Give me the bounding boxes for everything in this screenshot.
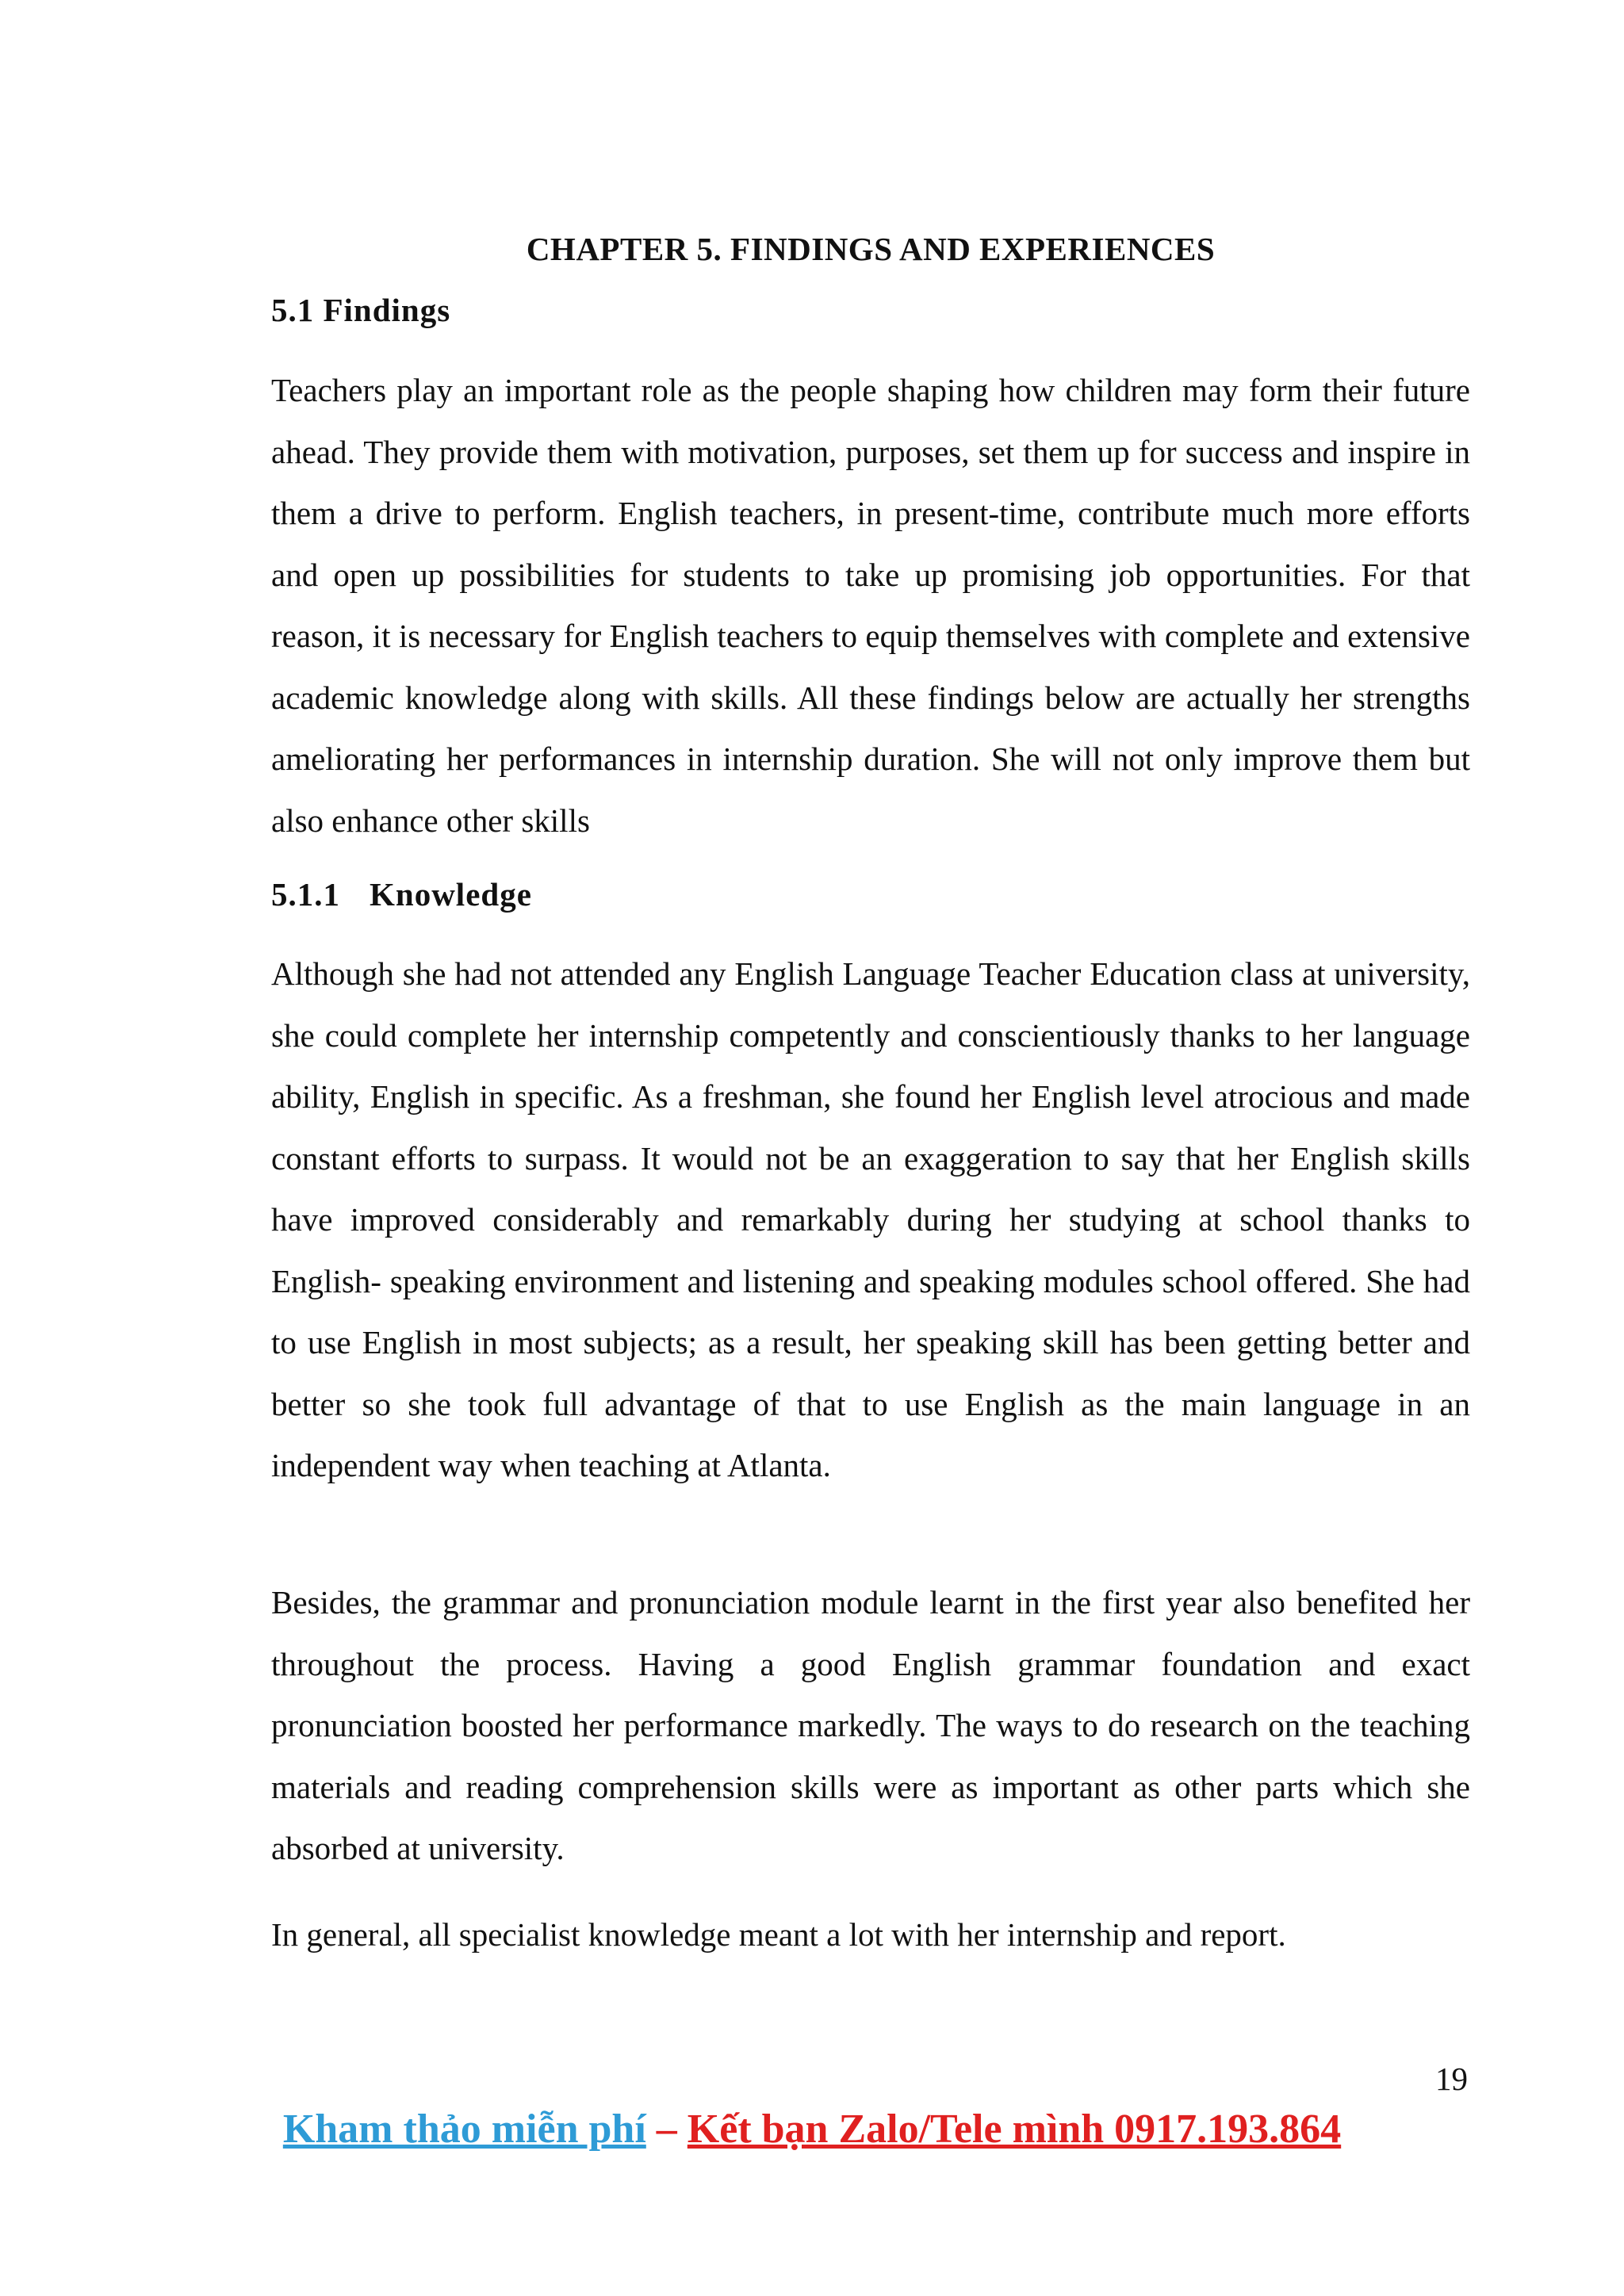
paragraph-findings-intro: Teachers play an important role as the people shaping how children may form their future ahead. They provide them with motivation, purposes, set them up for success and inspire in them a drive to perform. English teachers, in present-time, contribute much more efforts and open up possibilities for students to take up promising job opportunities. For that reason, it is necessary for English teachers to equip themselves with complete and extensive academic knowledge along with skills. All these findings below are actually her strengths ameliorating her performances in internship duration. She will not only improve them but also enhance other skills [271, 372, 1470, 839]
paragraph-knowledge-1: Although she had not attended any English Language Teacher Education class at university, she could complete her internship competently and conscientiously thanks to her language ability, English in specific. As a freshman, she found her English level atrocious and made constant efforts to surpass. It would not be an exaggeration to say that her English skills have improved considerably and remarkably during her studying at school thanks to English- speaking environment and listening and speaking modules school offered. She had to use English in most subjects; as a result, her speaking skill has been getting better and better so she took full advantage of that to use English as the main language in an independent way when teaching at Atlanta. [271, 955, 1470, 1483]
free-reference-link[interactable]: Kham thảo miễn phí [282, 2107, 646, 2152]
paragraph-knowledge-2: Besides, the grammar and pronunciation module learnt in the first year also benefited her throughout the process. Having a good English grammar foundation and exact pronunciation boosted her performance markedly. The ways to do research on the teaching materials and reading comprehension skills were as important as other parts which she absorbed at university. [271, 1584, 1470, 1866]
chapter-title: CHAPTER 5. FINDINGS AND EXPERIENCES [526, 231, 1216, 267]
section-heading-5-1-1 [271, 875, 532, 913]
section-title: Knowledge [370, 876, 532, 913]
promo-separator: – [645, 2107, 688, 2152]
contact-link[interactable]: Kết bạn Zalo/Tele mình 0917.193.864 [687, 2107, 1342, 2152]
paragraph-knowledge-3: In general, all specialist knowledge meant a lot with her internship and report. [271, 1916, 1286, 1953]
section-heading-5-1: 5.1 Findings [271, 292, 451, 328]
promo-banner [0, 2106, 1624, 2152]
page-number: 19 [1435, 2061, 1468, 2097]
section-number: 5.1.1 [271, 876, 340, 913]
